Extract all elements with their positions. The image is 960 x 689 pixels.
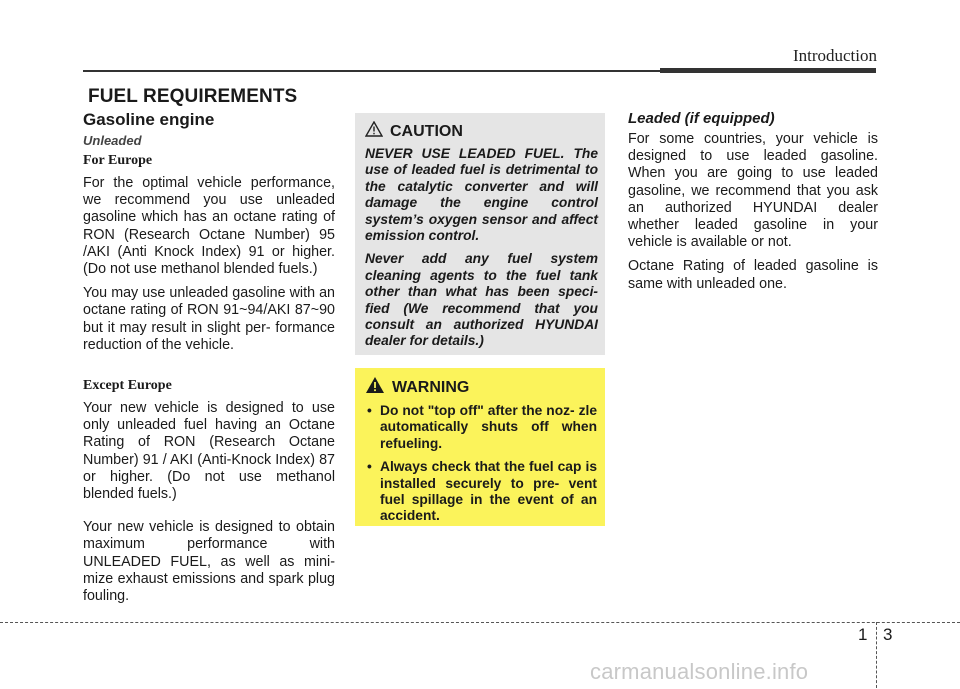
section-header: Introduction — [792, 46, 877, 65]
warning-header — [365, 376, 597, 399]
warning-label: WARNING — [392, 378, 470, 396]
caution-label: CAUTION — [390, 122, 463, 140]
except-europe-paragraph-1: Your new vehicle is designed to use only unleaded fuel having an Octane Rating of RON (Research Octane Number) 91 / AKI (Anti-Knock Index) 87 or higher. (Do not use methanol blended fuels.) — [83, 400, 335, 503]
page-title: FUEL REQUIREMENTS — [88, 86, 298, 107]
warning-triangle-icon — [365, 121, 383, 142]
except-europe-heading: Except Europe — [83, 378, 172, 394]
gasoline-engine-heading: Gasoline engine — [83, 110, 215, 129]
chapter-number: 1 — [858, 625, 868, 644]
for-europe-heading: For Europe — [83, 153, 153, 168]
watermark: carmanualsonline.info — [590, 659, 809, 684]
right-column — [628, 110, 878, 300]
leaded-paragraph-1: For some countries, your vehicle is designed to use leaded gasoline. When you are going to use leaded gasoline, we recommend that you ask an authorized HYUNDAI dealer whether leaded gasoline in your vehicle is available or not. — [628, 131, 878, 251]
leaded-heading: Leaded (if equipped) — [628, 110, 775, 127]
europe-paragraph-2: You may use unleaded gasoline with an octane rating of RON 91~94/AKI 87~90 but it may result in slight per- formance reduction of the vehicle. — [83, 285, 335, 353]
page-number: 3 — [883, 625, 893, 644]
page-divider — [876, 622, 877, 688]
warning-triangle-filled-icon — [365, 376, 385, 399]
caution-header — [365, 121, 598, 142]
warning-item: • Always check that the fuel cap is installed securely to pre- vent fuel spillage in the event of an accident. — [367, 459, 597, 524]
caution-paragraph-2: Never add any fuel system cleaning agents to the fuel tank other than what has been speci- fied (We recommend that you consult an authorized HYUNDAI dealer for details.) — [365, 251, 598, 349]
warning-list — [365, 403, 597, 525]
leaded-paragraph-2: Octane Rating of leaded gasoline is same with unleaded one. — [628, 258, 878, 292]
warning-item-text: Do not "top off" after the noz- zle automatically shuts off when refueling. — [380, 403, 597, 451]
caution-paragraph-1: NEVER USE LEADED FUEL. The use of leaded fuel is detrimental to the catalytic converter and will damage the engine control system’s oxygen sensor and affect emission control. — [365, 146, 598, 244]
except-europe-paragraph-2: Your new vehicle is designed to obtain maximum performance with UNLEADED FUEL, as well as mini- mize exhaust emissions and spark plug fouling. — [83, 519, 335, 605]
warning-box — [355, 368, 605, 526]
warning-item: • Do not "top off" after the noz- zle automatically shuts off when refueling. — [367, 403, 597, 451]
header-rule-accent — [660, 68, 876, 73]
caution-box — [355, 113, 605, 355]
left-column — [83, 110, 335, 612]
warning-item-text: Always check that the fuel cap is installed securely to pre- vent fuel spillage in the event of an accident. — [380, 459, 597, 524]
footer-rule — [0, 622, 960, 623]
europe-paragraph-1: For the optimal vehicle performance, we recommend you use unleaded gasoline which has an octane rating of RON (Research Octane Number) 95 /AKI (Anti Knock Index) 91 or higher. (Do not use methanol blended fuels.) — [83, 175, 335, 278]
unleaded-subheading: Unleaded — [83, 133, 142, 148]
